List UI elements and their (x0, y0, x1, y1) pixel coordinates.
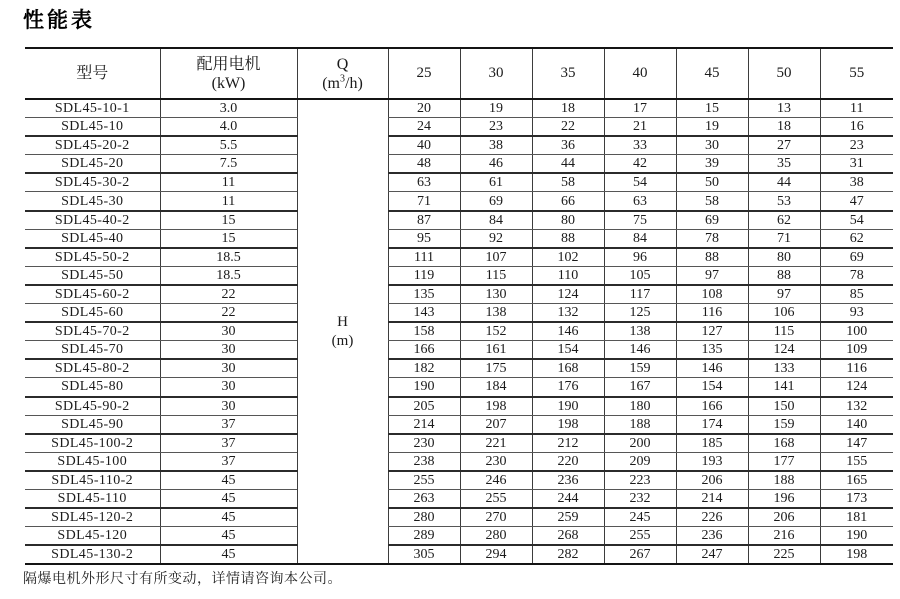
head-value-cell: 105 (604, 266, 676, 285)
head-value-cell: 19 (460, 99, 532, 118)
motor-power-cell: 4.0 (160, 118, 297, 137)
head-value-cell: 206 (676, 471, 748, 490)
head-value-cell: 58 (532, 173, 604, 192)
head-value-cell: 143 (388, 304, 460, 323)
table-row (25, 136, 893, 155)
head-value-cell: 61 (460, 173, 532, 192)
table-row (25, 304, 893, 323)
head-value-cell: 54 (604, 173, 676, 192)
model-cell: SDL45-40-2 (25, 211, 160, 230)
head-value-cell: 167 (604, 378, 676, 397)
head-value-cell: 18 (532, 99, 604, 118)
head-value-cell: 205 (388, 397, 460, 416)
head-value-cell: 198 (460, 397, 532, 416)
head-value-cell: 198 (532, 415, 604, 434)
head-value-cell: 80 (532, 211, 604, 230)
head-value-cell: 17 (604, 99, 676, 118)
col-header-flow-value: 40 (604, 48, 676, 99)
head-value-cell: 190 (388, 378, 460, 397)
head-value-cell: 166 (388, 341, 460, 360)
head-value-cell: 84 (604, 229, 676, 248)
model-cell: SDL45-30 (25, 192, 160, 211)
head-value-cell: 196 (748, 489, 820, 508)
table-row (25, 285, 893, 304)
col-header-flow-value: 50 (748, 48, 820, 99)
motor-header-line1: 配用电机 (196, 55, 261, 73)
table-row (25, 322, 893, 341)
head-value-cell: 75 (604, 211, 676, 230)
motor-power-cell: 15 (160, 211, 297, 230)
head-value-cell: 255 (388, 471, 460, 490)
head-value-cell: 78 (676, 229, 748, 248)
head-value-cell: 13 (748, 99, 820, 118)
motor-power-cell: 37 (160, 415, 297, 434)
head-value-cell: 159 (604, 359, 676, 378)
head-value-cell: 294 (460, 545, 532, 564)
head-value-cell: 282 (532, 545, 604, 564)
model-cell: SDL45-50 (25, 266, 160, 285)
motor-power-cell: 22 (160, 304, 297, 323)
head-value-cell: 150 (748, 397, 820, 416)
head-value-cell: 140 (820, 415, 893, 434)
head-value-cell: 190 (532, 397, 604, 416)
model-cell: SDL45-130-2 (25, 545, 160, 564)
head-value-cell: 35 (748, 155, 820, 174)
head-value-cell: 87 (388, 211, 460, 230)
motor-power-cell: 30 (160, 359, 297, 378)
table-row (25, 341, 893, 360)
head-value-cell: 88 (676, 248, 748, 267)
head-value-cell: 206 (748, 508, 820, 527)
head-value-cell: 174 (676, 415, 748, 434)
footnote: 隔爆电机外形尺寸有所变动，详情请咨询本公司。 (23, 571, 342, 587)
head-value-cell: 31 (820, 155, 893, 174)
model-cell: SDL45-20 (25, 155, 160, 174)
model-cell: SDL45-110-2 (25, 471, 160, 490)
head-value-cell: 244 (532, 489, 604, 508)
head-value-cell: 181 (820, 508, 893, 527)
model-cell: SDL45-80 (25, 378, 160, 397)
head-value-cell: 155 (820, 452, 893, 471)
head-value-cell: 247 (676, 545, 748, 564)
col-header-motor (160, 48, 297, 99)
head-value-cell: 69 (676, 211, 748, 230)
head-value-cell: 85 (820, 285, 893, 304)
head-value-cell: 102 (532, 248, 604, 267)
head-value-cell: 119 (388, 266, 460, 285)
head-value-cell: 146 (676, 359, 748, 378)
motor-power-cell: 45 (160, 508, 297, 527)
head-unit-cell (297, 99, 388, 564)
motor-header-line2: (kW) (211, 74, 246, 92)
head-value-cell: 207 (460, 415, 532, 434)
head-value-cell: 184 (460, 378, 532, 397)
table-body (25, 99, 893, 564)
model-cell: SDL45-70-2 (25, 322, 160, 341)
col-header-flow-value: 30 (460, 48, 532, 99)
head-value-cell: 280 (460, 527, 532, 546)
head-value-cell: 246 (460, 471, 532, 490)
head-value-cell: 214 (388, 415, 460, 434)
head-value-cell: 97 (676, 266, 748, 285)
table-row (25, 508, 893, 527)
head-value-cell: 38 (820, 173, 893, 192)
model-cell: SDL45-100 (25, 452, 160, 471)
table-row (25, 99, 893, 118)
head-value-cell: 127 (676, 322, 748, 341)
table-row (25, 545, 893, 564)
head-value-cell: 96 (604, 248, 676, 267)
head-value-cell: 180 (604, 397, 676, 416)
model-cell: SDL45-90-2 (25, 397, 160, 416)
head-value-cell: 165 (820, 471, 893, 490)
head-value-cell: 259 (532, 508, 604, 527)
head-value-cell: 255 (460, 489, 532, 508)
head-value-cell: 19 (676, 118, 748, 137)
motor-power-cell: 45 (160, 471, 297, 490)
head-value-cell: 226 (676, 508, 748, 527)
head-value-cell: 115 (460, 266, 532, 285)
head-value-cell: 58 (676, 192, 748, 211)
head-value-cell: 176 (532, 378, 604, 397)
head-value-cell: 84 (460, 211, 532, 230)
head-value-cell: 54 (820, 211, 893, 230)
model-cell: SDL45-30-2 (25, 173, 160, 192)
head-value-cell: 109 (820, 341, 893, 360)
head-value-cell: 152 (460, 322, 532, 341)
head-value-cell: 168 (748, 434, 820, 453)
head-value-cell: 93 (820, 304, 893, 323)
head-value-cell: 146 (604, 341, 676, 360)
flow-unit (298, 74, 388, 93)
motor-power-cell: 11 (160, 173, 297, 192)
motor-power-cell: 18.5 (160, 266, 297, 285)
head-value-cell: 110 (532, 266, 604, 285)
col-header-flow-value: 55 (820, 48, 893, 99)
motor-power-cell: 45 (160, 545, 297, 564)
head-value-cell: 47 (820, 192, 893, 211)
head-value-cell: 280 (388, 508, 460, 527)
col-header-flow (297, 48, 388, 99)
head-value-cell: 245 (604, 508, 676, 527)
flow-unit-post: /h) (345, 74, 363, 92)
head-value-cell: 40 (388, 136, 460, 155)
motor-power-cell: 45 (160, 489, 297, 508)
table-row (25, 397, 893, 416)
motor-power-cell: 30 (160, 378, 297, 397)
motor-power-cell: 30 (160, 397, 297, 416)
head-value-cell: 124 (820, 378, 893, 397)
model-cell: SDL45-10-1 (25, 99, 160, 118)
model-cell: SDL45-80-2 (25, 359, 160, 378)
motor-power-cell: 30 (160, 322, 297, 341)
head-value-cell: 132 (532, 304, 604, 323)
head-value-cell: 39 (676, 155, 748, 174)
table-row (25, 118, 893, 137)
head-value-cell: 135 (388, 285, 460, 304)
table-row (25, 452, 893, 471)
head-value-cell: 20 (388, 99, 460, 118)
head-value-cell: 138 (460, 304, 532, 323)
motor-power-cell: 45 (160, 527, 297, 546)
head-value-cell: 63 (388, 173, 460, 192)
head-value-cell: 97 (748, 285, 820, 304)
head-value-cell: 125 (604, 304, 676, 323)
head-value-cell: 270 (460, 508, 532, 527)
head-value-cell: 66 (532, 192, 604, 211)
model-cell: SDL45-120 (25, 527, 160, 546)
head-value-cell: 230 (388, 434, 460, 453)
head-unit: (m) (331, 332, 354, 349)
flow-unit-sup: 3 (340, 73, 345, 85)
table-row (25, 248, 893, 267)
head-value-cell: 147 (820, 434, 893, 453)
col-header-flow-value: 45 (676, 48, 748, 99)
model-cell: SDL45-60-2 (25, 285, 160, 304)
head-value-cell: 166 (676, 397, 748, 416)
head-value-cell: 22 (532, 118, 604, 137)
col-header-flow-value: 25 (388, 48, 460, 99)
head-value-cell: 173 (820, 489, 893, 508)
head-value-cell: 24 (388, 118, 460, 137)
head-value-cell: 193 (676, 452, 748, 471)
head-value-cell: 168 (532, 359, 604, 378)
head-value-cell: 69 (820, 248, 893, 267)
head-value-cell: 188 (748, 471, 820, 490)
table-row (25, 211, 893, 230)
head-value-cell: 69 (460, 192, 532, 211)
head-value-cell: 30 (676, 136, 748, 155)
head-value-cell: 135 (676, 341, 748, 360)
head-value-cell: 161 (460, 341, 532, 360)
head-value-cell: 214 (676, 489, 748, 508)
head-value-cell: 236 (532, 471, 604, 490)
head-value-cell: 16 (820, 118, 893, 137)
head-value-cell: 117 (604, 285, 676, 304)
head-value-cell: 190 (820, 527, 893, 546)
table-row (25, 434, 893, 453)
motor-power-cell: 11 (160, 192, 297, 211)
head-value-cell: 80 (748, 248, 820, 267)
motor-power-cell: 30 (160, 341, 297, 360)
table-row (25, 471, 893, 490)
motor-power-cell: 7.5 (160, 155, 297, 174)
model-cell: SDL45-50-2 (25, 248, 160, 267)
head-value-cell: 88 (532, 229, 604, 248)
motor-power-cell: 15 (160, 229, 297, 248)
head-value-cell: 263 (388, 489, 460, 508)
head-value-cell: 146 (532, 322, 604, 341)
head-value-cell: 95 (388, 229, 460, 248)
head-value-cell: 221 (460, 434, 532, 453)
head-value-cell: 182 (388, 359, 460, 378)
table-row (25, 155, 893, 174)
head-value-cell: 108 (676, 285, 748, 304)
head-value-cell: 71 (748, 229, 820, 248)
head-value-cell: 124 (748, 341, 820, 360)
head-value-cell: 78 (820, 266, 893, 285)
head-symbol: H (337, 313, 348, 330)
head-value-cell: 138 (604, 322, 676, 341)
model-cell: SDL45-20-2 (25, 136, 160, 155)
head-value-cell: 159 (748, 415, 820, 434)
model-cell: SDL45-100-2 (25, 434, 160, 453)
table-row (25, 192, 893, 211)
head-value-cell: 124 (532, 285, 604, 304)
model-cell: SDL45-90 (25, 415, 160, 434)
motor-power-cell: 37 (160, 434, 297, 453)
table-row (25, 266, 893, 285)
head-value-cell: 209 (604, 452, 676, 471)
head-value-cell: 106 (748, 304, 820, 323)
head-value-cell: 53 (748, 192, 820, 211)
head-value-cell: 200 (604, 434, 676, 453)
head-value-cell: 175 (460, 359, 532, 378)
page-title: 性能表 (23, 8, 95, 32)
head-value-cell: 133 (748, 359, 820, 378)
col-header-flow-value: 35 (532, 48, 604, 99)
head-value-cell: 100 (820, 322, 893, 341)
motor-power-cell: 37 (160, 452, 297, 471)
head-value-cell: 111 (388, 248, 460, 267)
head-value-cell: 305 (388, 545, 460, 564)
head-value-cell: 36 (532, 136, 604, 155)
head-value-cell: 48 (388, 155, 460, 174)
head-value-cell: 216 (748, 527, 820, 546)
motor-power-cell: 18.5 (160, 248, 297, 267)
head-value-cell: 115 (748, 322, 820, 341)
head-value-cell: 154 (676, 378, 748, 397)
table-row (25, 415, 893, 434)
table-row (25, 489, 893, 508)
head-value-cell: 50 (676, 173, 748, 192)
head-value-cell: 198 (820, 545, 893, 564)
table-row (25, 173, 893, 192)
head-value-cell: 267 (604, 545, 676, 564)
head-value-cell: 212 (532, 434, 604, 453)
head-value-cell: 15 (676, 99, 748, 118)
head-value-cell: 154 (532, 341, 604, 360)
head-value-cell: 63 (604, 192, 676, 211)
head-value-cell: 62 (820, 229, 893, 248)
head-value-cell: 289 (388, 527, 460, 546)
model-cell: SDL45-120-2 (25, 508, 160, 527)
head-value-cell: 21 (604, 118, 676, 137)
table-row (25, 229, 893, 248)
head-value-cell: 188 (604, 415, 676, 434)
head-value-cell: 107 (460, 248, 532, 267)
head-value-cell: 116 (820, 359, 893, 378)
head-value-cell: 268 (532, 527, 604, 546)
head-value-cell: 23 (460, 118, 532, 137)
motor-power-cell: 3.0 (160, 99, 297, 118)
head-value-cell: 88 (748, 266, 820, 285)
head-value-cell: 42 (604, 155, 676, 174)
motor-power-cell: 22 (160, 285, 297, 304)
head-value-cell: 158 (388, 322, 460, 341)
head-value-cell: 130 (460, 285, 532, 304)
head-value-cell: 177 (748, 452, 820, 471)
head-value-cell: 62 (748, 211, 820, 230)
head-value-cell: 238 (388, 452, 460, 471)
col-header-model: 型号 (25, 48, 160, 99)
head-value-cell: 220 (532, 452, 604, 471)
head-value-cell: 71 (388, 192, 460, 211)
flow-unit-pre: (m (322, 74, 340, 92)
head-value-cell: 38 (460, 136, 532, 155)
head-value-cell: 92 (460, 229, 532, 248)
head-value-cell: 44 (532, 155, 604, 174)
performance-table (25, 47, 893, 565)
head-value-cell: 232 (604, 489, 676, 508)
model-cell: SDL45-110 (25, 489, 160, 508)
table-row (25, 378, 893, 397)
head-value-cell: 185 (676, 434, 748, 453)
head-value-cell: 23 (820, 136, 893, 155)
model-cell: SDL45-70 (25, 341, 160, 360)
head-value-cell: 116 (676, 304, 748, 323)
head-value-cell: 11 (820, 99, 893, 118)
head-value-cell: 230 (460, 452, 532, 471)
head-value-cell: 18 (748, 118, 820, 137)
motor-power-cell: 5.5 (160, 136, 297, 155)
head-value-cell: 46 (460, 155, 532, 174)
table-row (25, 527, 893, 546)
head-value-cell: 33 (604, 136, 676, 155)
head-value-cell: 236 (676, 527, 748, 546)
head-value-cell: 132 (820, 397, 893, 416)
model-cell: SDL45-10 (25, 118, 160, 137)
head-value-cell: 141 (748, 378, 820, 397)
head-value-cell: 223 (604, 471, 676, 490)
head-value-cell: 27 (748, 136, 820, 155)
model-cell: SDL45-40 (25, 229, 160, 248)
header-row (25, 48, 893, 99)
head-value-cell: 255 (604, 527, 676, 546)
head-value-cell: 44 (748, 173, 820, 192)
flow-symbol: Q (336, 55, 349, 73)
table-row (25, 359, 893, 378)
head-value-cell: 225 (748, 545, 820, 564)
model-cell: SDL45-60 (25, 304, 160, 323)
